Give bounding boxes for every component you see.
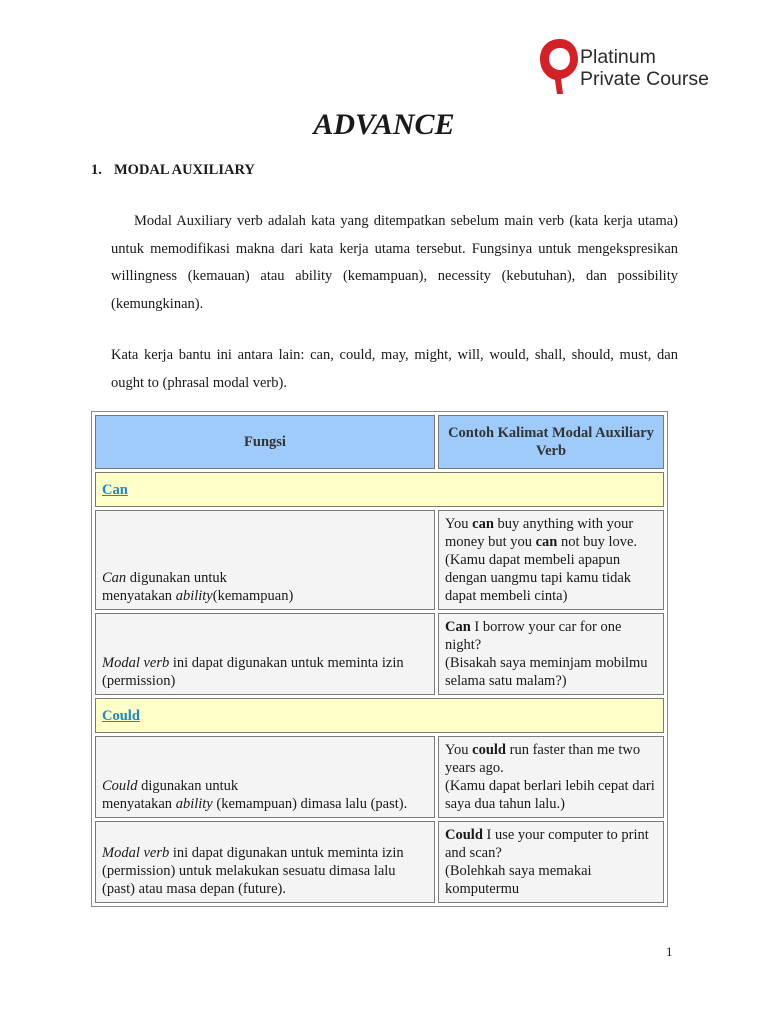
contoh-cell (438, 736, 664, 818)
cell-text: digunakan untuk (126, 570, 227, 586)
group-row-could (95, 698, 664, 733)
italic-text: Can (102, 570, 127, 586)
cell-text: (Bisakah saya meminjam mobilmu selama satu malam?) (445, 655, 648, 689)
cell-text: digunakan untuk (137, 778, 239, 794)
page-number: 1 (666, 944, 673, 959)
cell-text: buy anything with your money but you (445, 516, 634, 550)
table-row (95, 510, 664, 610)
table-row (95, 613, 664, 695)
cell-text: run faster than me two years ago. (445, 742, 641, 776)
cell-text: I borrow your car for one night? (445, 619, 622, 653)
cell-text: ini dapat digunakan untuk meminta izin (permission) (102, 655, 404, 689)
intro-paragraph: Modal Auxiliary verb adalah kata yang ditempatkan sebelum main verb (kata kerja utama) untuk memodifikasi makna dari kata kerja utama tersebut. Fungsinya untuk mengekspresikan willingness (kemauan) atau ability (kemampuan), necessity (kebutuhan), dan possibility (kemungkinan). (111, 213, 678, 312)
group-row-can (95, 472, 664, 507)
section-number: 1. (91, 162, 102, 178)
italic-text: Could (102, 778, 138, 794)
contoh-cell (438, 821, 664, 903)
group-link-could[interactable]: Could (102, 707, 140, 724)
cell-text: (Kamu dapat membeli apapun dengan uangmu tapi kamu tidak dapat membeli cinta) (445, 552, 632, 604)
modal-table (91, 411, 668, 907)
italic-text: Modal verb (102, 845, 170, 861)
bold-text: Could (445, 827, 483, 843)
fungsi-cell (95, 821, 435, 903)
table-row (95, 736, 664, 818)
cell-text: menyatakan (102, 588, 176, 604)
cell-text: I use your computer to print and scan? (445, 827, 649, 861)
italic-text: ability (175, 796, 213, 812)
contoh-cell (438, 613, 664, 695)
contoh-cell (438, 510, 664, 610)
group-cell (95, 472, 664, 507)
modal-list-paragraph: Kata kerja bantu ini antara lain: can, could, may, might, will, would, shall, should, must, dan ought to (phrasal modal verb). (111, 347, 678, 391)
italic-text: Modal verb (102, 655, 170, 671)
fungsi-cell (95, 736, 435, 818)
cell-text: ini dapat digunakan untuk meminta izin (permission) untuk melakukan sesuatu dimasa lalu (past) atau masa depan (future). (102, 845, 404, 897)
table-header-row (95, 415, 664, 469)
section-title: MODAL AUXILIARY (114, 162, 255, 178)
logo-mark-icon (536, 34, 584, 98)
page-title: ADVANCE (313, 108, 455, 141)
cell-text: menyatakan (102, 796, 176, 812)
section-heading (91, 162, 255, 179)
bold-text: Can (445, 619, 471, 635)
cell-text: (kemampuan) dimasa lalu (past). (212, 796, 408, 812)
bold-text: can (472, 516, 494, 532)
logo-line2: Private Course (580, 68, 709, 90)
cell-text: You (445, 742, 473, 758)
cell-text: not buy love. (557, 534, 638, 550)
header-fungsi: Fungsi (95, 415, 435, 469)
cell-text: (Kamu dapat berlari lebih cepat dari saya dua tahun lalu.) (445, 778, 655, 812)
cell-text: (Bolehkah saya memakai komputermu (445, 863, 592, 897)
group-cell (95, 698, 664, 733)
cell-text: You (445, 516, 473, 532)
bold-text: can (535, 534, 558, 550)
table-row (95, 821, 664, 903)
italic-text: ability (175, 588, 213, 604)
cell-text: (kemampuan) (212, 588, 294, 604)
fungsi-cell (95, 613, 435, 695)
header-contoh: Contoh Kalimat Modal Auxiliary Verb (438, 415, 664, 469)
fungsi-cell (95, 510, 435, 610)
group-link-can[interactable]: Can (102, 481, 128, 498)
bold-text: could (472, 742, 506, 758)
platinum-logo (536, 34, 726, 98)
logo-line1: Platinum (580, 46, 656, 68)
